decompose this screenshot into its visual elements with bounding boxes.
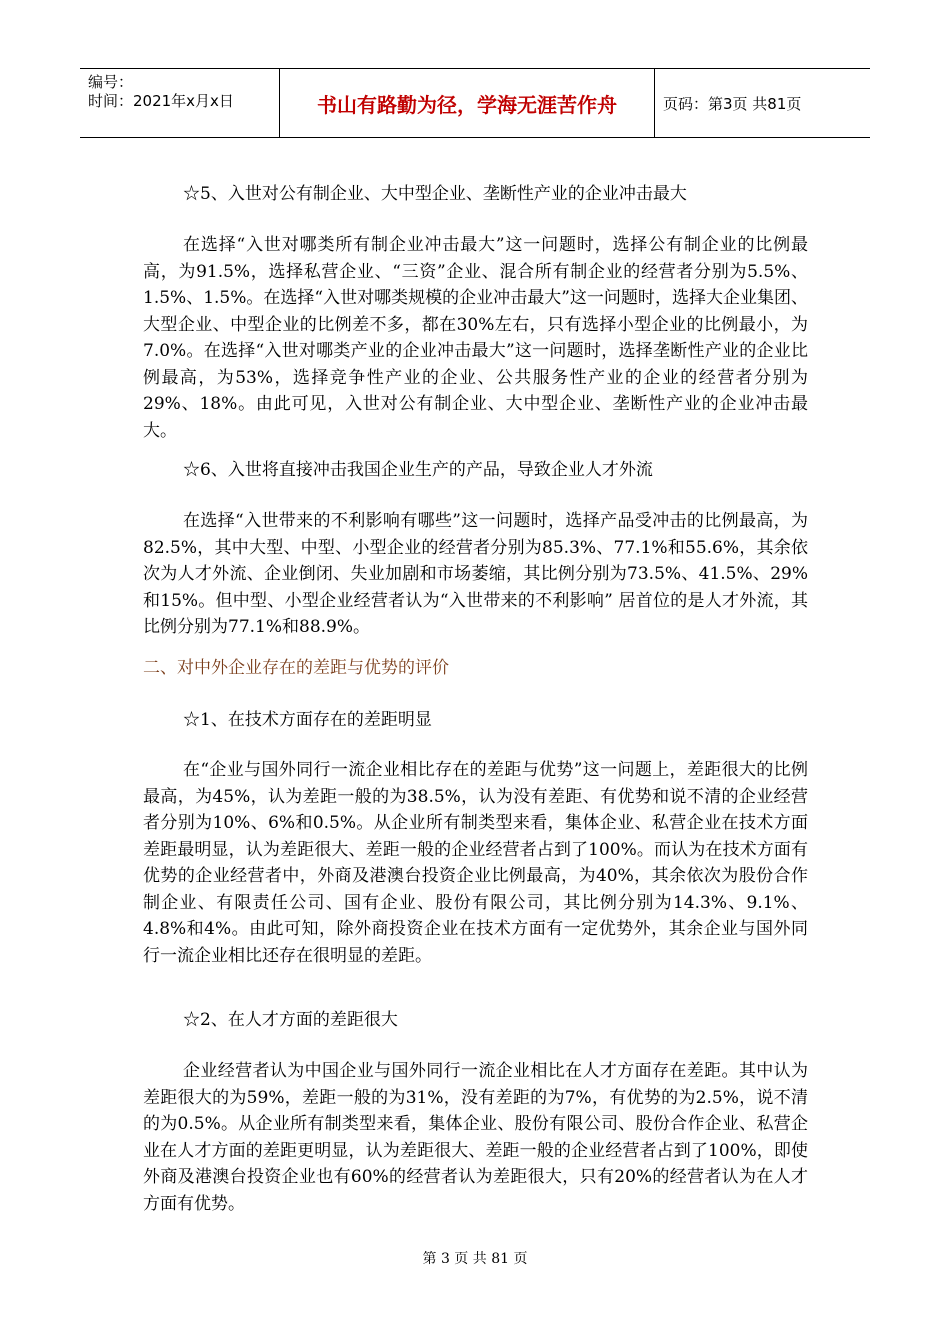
paragraph-5: 在选择“入世对哪类所有制企业冲击最大”这一问题时，选择公有制企业的比例最高，为91.5%，选择私营企业、“三资”企业、混合所有制企业的经营者分别为5.5%、1.5%、1.5%。在选择“入世对哪类规模的企业冲击最大”这一问题时，选择大企业集团、大型企业、中型企业的比例差不多，都在30%左右，只有选择小型企业的比例最小，为7.0%。在选择“入世对哪类产业的企业冲击最大”这一问题时，选择垄断性产业的企业比例最高，为53%，选择竞争性产业的企业、公共服务性产业的企业的经营者分别为29%、18%。由此可见，入世对公有制企业、大中型企业、垄断性产业的企业冲击最大。: [143, 235, 808, 441]
document-time: 时间：2021年x月x日: [88, 92, 234, 110]
page-footer: 第 3 页 共 81 页: [422, 1251, 528, 1267]
header-meta: [80, 69, 280, 137]
document-number: 编号：: [88, 73, 134, 91]
section-heading-2: 二、对中外企业存在的差距与优势的评价: [143, 658, 449, 678]
header-page-info: 页码：第3页 共81页: [663, 94, 802, 113]
subheading-5: ☆5、入世对公有制企业、大中型企业、垄断性产业的企业冲击最大: [183, 184, 687, 204]
paragraph-2-1: 在“企业与国外同行一流企业相比存在的差距与优势”这一问题上，差距很大的比例最高，为45%，认为差距一般的为38.5%，认为没有差距、有优势和说不清的企业经营者分别为10%、6%和0.5%。从企业所有制类型来看，集体企业、私营企业在技术方面差距最明显，认为差距很大、差距一般的企业经营者占到了100%。而认为在技术方面有优势的企业经营者中，外商及港澳台投资企业比例最高，为40%，其余依次为股份合作制企业、有限责任公司、国有企业、股份有限公司，其比例分别为14.3%、9.1%、4.8%和4%。由此可知，除外商投资企业在技术方面有一定优势外，其余企业与国外同行一流企业相比还存在很明显的差距。: [143, 760, 808, 966]
subheading-6: ☆6、入世将直接冲击我国企业生产的产品，导致企业人才外流: [183, 460, 653, 480]
subheading-2-2: ☆2、在人才方面的差距很大: [183, 1010, 398, 1030]
page-header: [80, 68, 870, 138]
subheading-2-1: ☆1、在技术方面存在的差距明显: [183, 710, 432, 730]
paragraph-6: 在选择“入世带来的不利影响有哪些”这一问题时，选择产品受冲击的比例最高，为82.5%，其中大型、中型、小型企业的经营者分别为85.3%、77.1%和55.6%，其余依次为人才外流、企业倒闭、失业加剧和市场萎缩，其比例分别为73.5%、41.5%、29%和15%。但中型、小型企业经营者认为“入世带来的不利影响” 居首位的是人才外流，其比例分别为77.1%和88.9%。: [143, 511, 808, 637]
paragraph-2-2: 企业经营者认为中国企业与国外同行一流企业相比在人才方面存在差距。其中认为差距很大的为59%，差距一般的为31%，没有差距的为7%，有优势的为2.5%，说不清的为0.5%。从企业所有制类型来看，集体企业、股份有限公司、股份合作企业、私营企业在人才方面的差距更明显，认为差距很大、差距一般的企业经营者占到了100%，即使外商及港澳台投资企业也有60%的经营者认为差距很大，只有20%的经营者认为在人才方面有优势。: [143, 1061, 808, 1214]
header-motto: 书山有路勤为径，学海无涯苦作舟: [280, 69, 655, 137]
